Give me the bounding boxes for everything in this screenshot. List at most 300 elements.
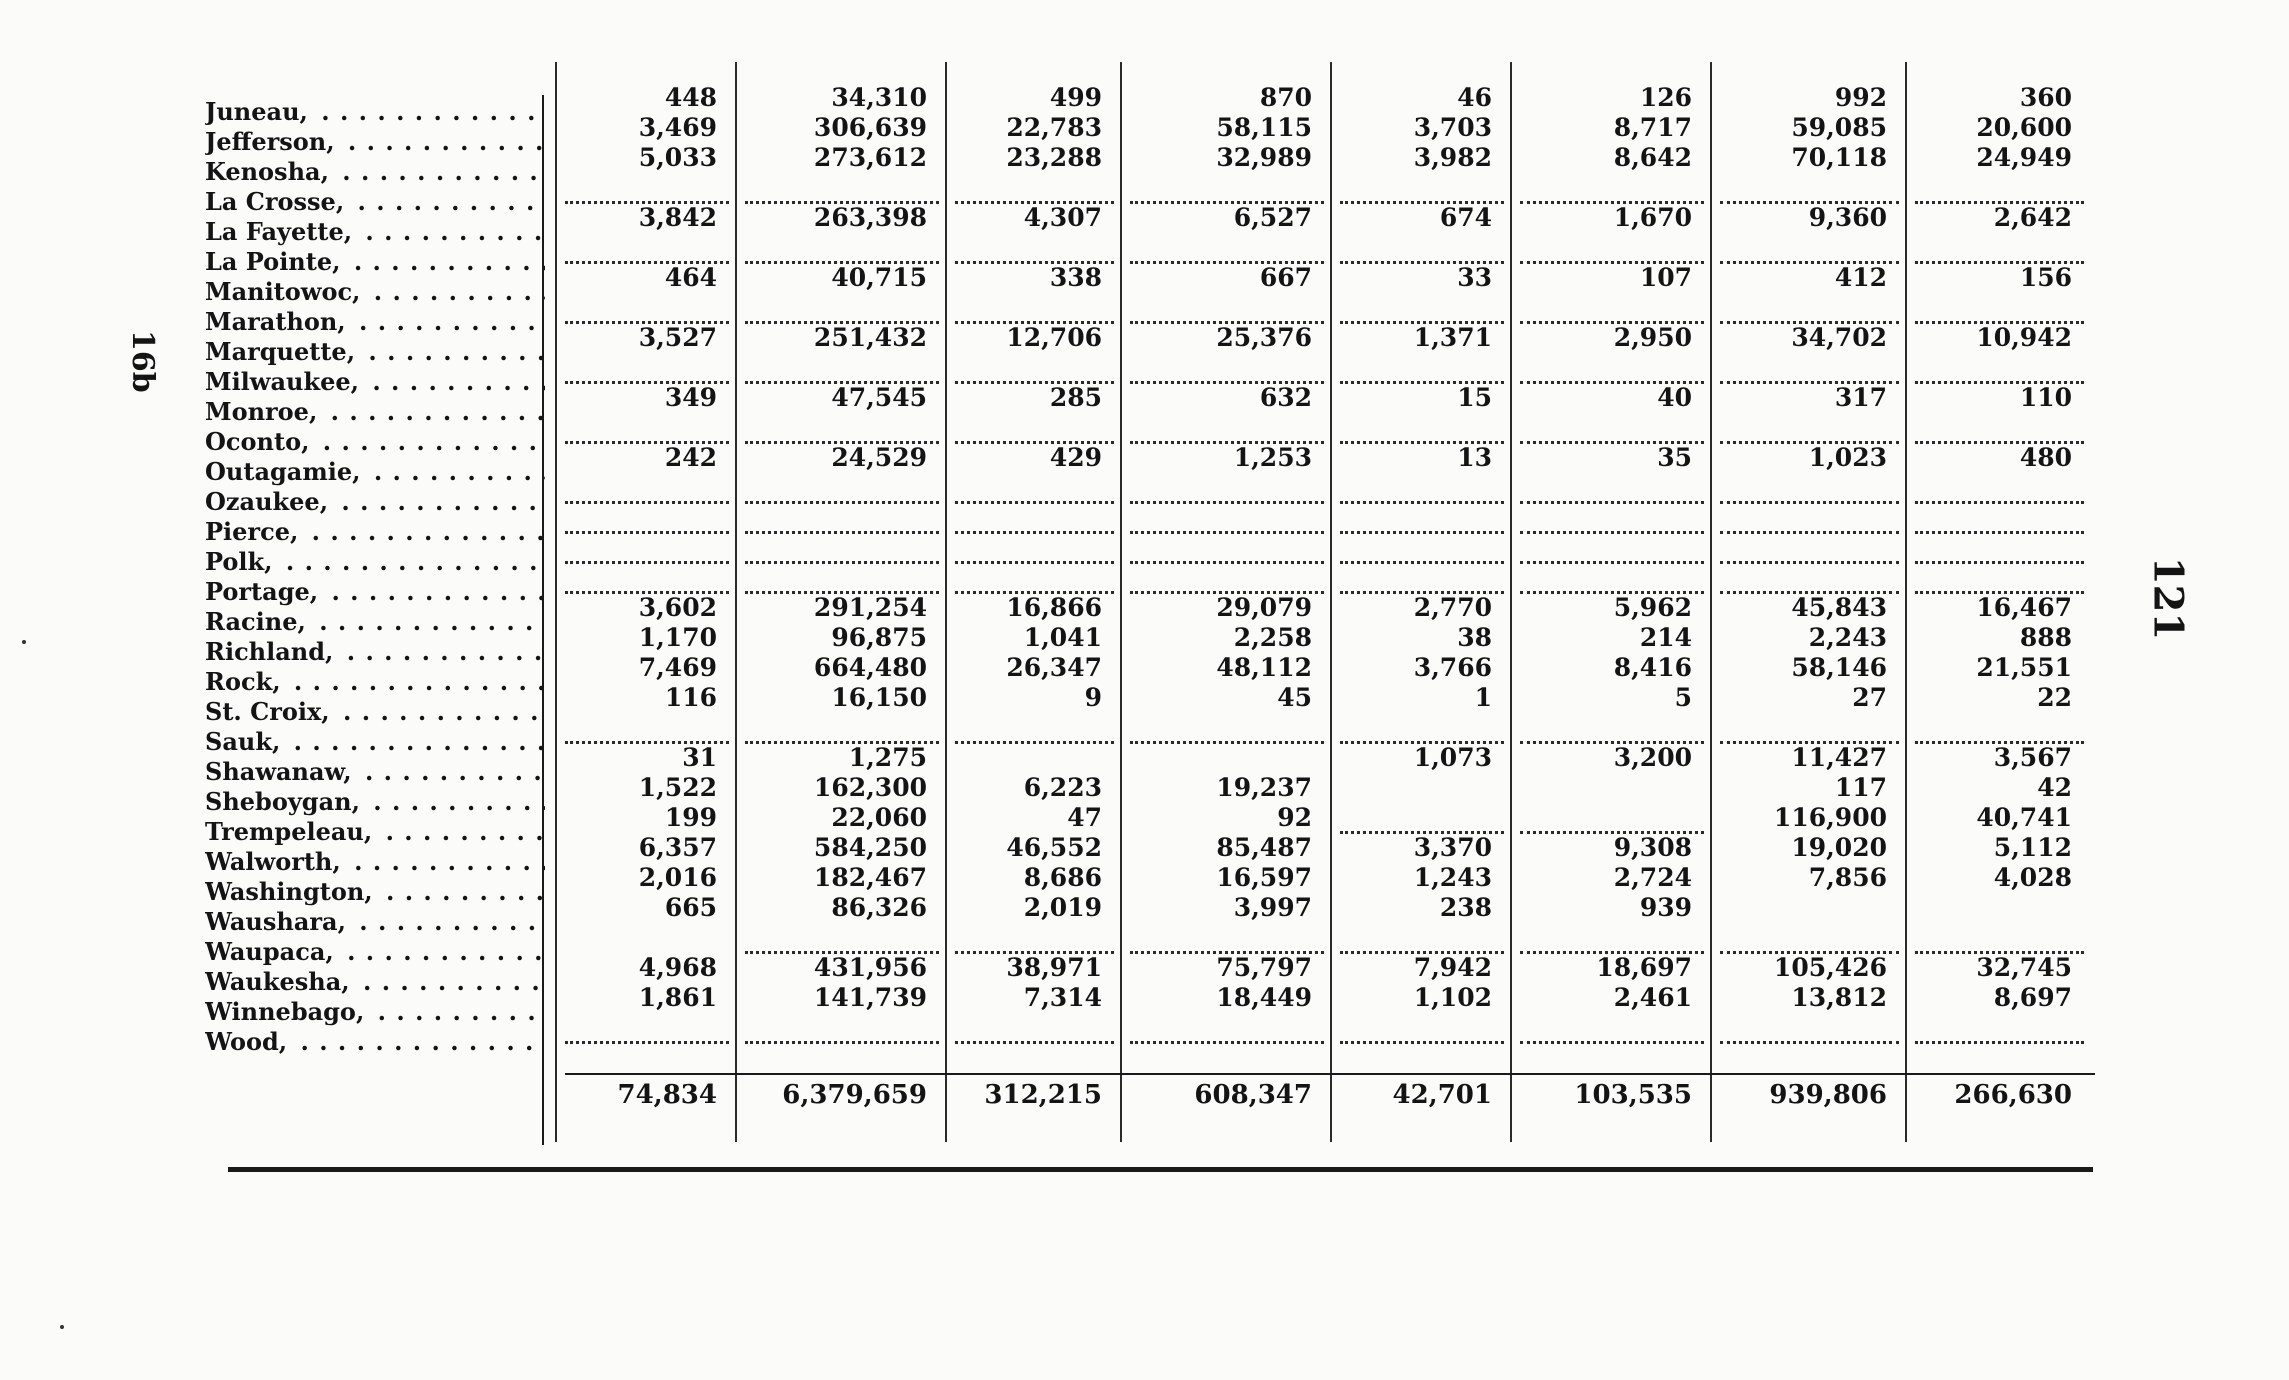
county-label: Milwaukee, [205,367,363,396]
table-cell: 2,950 [1613,323,1692,352]
table-cell: 273,612 [813,143,927,172]
table-cell: 22,060 [831,803,927,832]
dotted-leader [745,951,939,954]
column-total: 266,630 [1954,1080,2072,1110]
table-cell: 162,300 [813,773,927,802]
table-cell: 8,416 [1613,653,1692,682]
dotted-leader [955,201,1114,204]
table-cell: 38,971 [1006,953,1102,982]
table-cell: 3,567 [1993,743,2072,772]
table-cell: 5,033 [638,143,717,172]
table-cell: 3,602 [638,593,717,622]
table-cell: 464 [664,263,717,292]
table-cell: 40 [1657,383,1692,412]
table-cell: 27 [1852,683,1887,712]
table-cell: 4,307 [1023,203,1102,232]
table-cell: 126 [1639,83,1692,112]
county-name [205,757,545,787]
dotted-leader [1720,201,1899,204]
county-label: La Pointe, [205,247,344,276]
dotted-leader [1915,1041,2084,1044]
county-label: Waukesha, [205,967,354,996]
dotted-leader [565,591,729,594]
table-cell: 4,028 [1993,863,2072,892]
dotted-leader [955,1041,1114,1044]
table-cell: 429 [1049,443,1102,472]
county-name [205,547,545,577]
county-name [205,877,545,907]
county-label: Pierce, [205,517,302,546]
county-name [205,697,545,727]
table-cell: 59,085 [1791,113,1887,142]
dotted-leader [1340,561,1504,564]
table-cell: 16,597 [1216,863,1312,892]
data-column [1710,62,1907,1142]
table-cell: 4,968 [638,953,717,982]
table-cell: 448 [664,83,717,112]
table-cell: 1,073 [1413,743,1492,772]
dotted-leader [1340,441,1504,444]
table-cell: 251,432 [813,323,927,352]
dotted-leader [565,441,729,444]
side-label: 16b [125,330,160,393]
county-label: Winnebago, [205,997,368,1026]
county-label: Rock, [205,667,285,696]
dotted-leader [1340,741,1504,744]
stray-mark [60,1325,64,1329]
county-label: Waupaca, [205,937,338,966]
county-label: La Fayette, [205,217,356,246]
county-name [205,337,545,367]
dotted-leader [955,591,1114,594]
table-cell: 32,745 [1976,953,2072,982]
table-cell: 35 [1657,443,1692,472]
table-cell: 1,243 [1413,863,1492,892]
table-cell: 338 [1049,263,1102,292]
table-cell: 70,118 [1791,143,1887,172]
table-cell: 24,529 [831,443,927,472]
name-column-divider [542,95,544,1145]
county-label: Washington, [205,877,377,906]
dotted-leader [565,381,729,384]
table-cell: 291,254 [813,593,927,622]
table-cell: 19,020 [1791,833,1887,862]
table-cell: 32,989 [1216,143,1312,172]
table-cell: 47,545 [831,383,927,412]
table-cell: 40,715 [831,263,927,292]
dotted-leader [1520,321,1704,324]
table-cell: 8,642 [1613,143,1692,172]
table-cell: 33 [1457,263,1492,292]
table-cell: 12,706 [1006,323,1102,352]
table-cell: 238 [1439,893,1492,922]
dotted-leader [1915,261,2084,264]
table-cell: 8,697 [1993,983,2072,1012]
table-cell: 75,797 [1216,953,1312,982]
county-label: Manitowoc, [205,277,364,306]
table-cell: 1,522 [638,773,717,802]
table-cell: 285 [1049,383,1102,412]
table-cell: 20,600 [1976,113,2072,142]
table-cell: 16,866 [1006,593,1102,622]
table-cell: 116,900 [1773,803,1887,832]
data-column [945,62,1122,1142]
county-name [205,97,545,127]
dotted-leader [1915,561,2084,564]
county-label: Marquette, [205,337,359,366]
county-name [205,127,545,157]
table-cell: 3,842 [638,203,717,232]
table-cell: 584,250 [813,833,927,862]
dotted-leader [1915,591,2084,594]
table-cell: 199 [664,803,717,832]
dotted-leader [1720,561,1899,564]
table-cell: 42 [2037,773,2072,802]
county-label: La Crosse, [205,187,348,216]
dotted-leader [1915,531,2084,534]
dotted-leader [565,741,729,744]
table-cell: 1,102 [1413,983,1492,1012]
table-cell: 2,642 [1993,203,2072,232]
table-cell: 2,243 [1808,623,1887,652]
bottom-rule [228,1167,2093,1172]
table-cell: 18,697 [1596,953,1692,982]
table-cell: 870 [1259,83,1312,112]
dotted-leader [1130,501,1324,504]
table-cell: 3,469 [638,113,717,142]
table-cell: 1,670 [1613,203,1692,232]
table-cell: 667 [1259,263,1312,292]
dotted-leader [1720,591,1899,594]
dotted-leader [1520,741,1704,744]
page-number: 121 [2143,556,2191,641]
dotted-leader [955,501,1114,504]
table-cell: 15 [1457,383,1492,412]
county-label: Richland, [205,637,337,666]
dotted-leader [1915,321,2084,324]
table-cell: 13 [1457,443,1492,472]
county-name [205,247,545,277]
table-cell: 1,170 [638,623,717,652]
dotted-leader [1520,441,1704,444]
dotted-leader [745,381,939,384]
table-cell: 8,686 [1023,863,1102,892]
table-cell: 110 [2019,383,2072,412]
column-total: 312,215 [984,1080,1102,1110]
table-cell: 2,770 [1413,593,1492,622]
county-name [205,997,545,1027]
data-column [1330,62,1512,1142]
table-cell: 2,019 [1023,893,1102,922]
dotted-leader [1130,531,1324,534]
dotted-leader [1720,441,1899,444]
table-cell: 3,766 [1413,653,1492,682]
dotted-leader [1340,501,1504,504]
table-cell: 45 [1277,683,1312,712]
dotted-leader [745,531,939,534]
table-cell: 7,469 [638,653,717,682]
county-label: Sauk, [205,727,284,756]
table-cell: 23,288 [1006,143,1102,172]
data-column [735,62,947,1142]
table-cell: 3,982 [1413,143,1492,172]
dotted-leader [955,441,1114,444]
table-cell: 632 [1259,383,1312,412]
dotted-leader [955,951,1114,954]
county-name [205,727,545,757]
county-label: Oconto, [205,427,313,456]
dotted-leader [1340,951,1504,954]
table-cell: 107 [1639,263,1692,292]
dotted-leader [1130,441,1324,444]
table-cell: 19,237 [1216,773,1312,802]
table-cell: 3,370 [1413,833,1492,862]
table-cell: 3,200 [1613,743,1692,772]
table-cell: 263,398 [813,203,927,232]
county-label: Ozaukee, [205,487,332,516]
dotted-leader [1520,201,1704,204]
county-name [205,847,545,877]
dotted-leader [955,261,1114,264]
county-name [205,817,545,847]
dotted-leader [1340,261,1504,264]
table-cell: 13,812 [1791,983,1887,1012]
dotted-leader [1520,831,1704,834]
county-name [205,577,545,607]
dotted-leader [1130,261,1324,264]
dotted-leader [1915,201,2084,204]
dotted-leader [1520,591,1704,594]
table-cell: 9,360 [1808,203,1887,232]
dotted-leader [565,321,729,324]
table-cell: 412 [1834,263,1887,292]
county-name [205,937,545,967]
county-label: Portage, [205,577,322,606]
data-column [1510,62,1712,1142]
table-cell: 9 [1084,683,1102,712]
dotted-leader [1340,321,1504,324]
dotted-leader [1340,1041,1504,1044]
table-cell: 85,487 [1216,833,1312,862]
table-cell: 3,527 [638,323,717,352]
table-cell: 664,480 [813,653,927,682]
table-cell: 34,702 [1791,323,1887,352]
dotted-leader [1520,381,1704,384]
dotted-leader [1720,741,1899,744]
table-cell: 11,427 [1791,743,1887,772]
county-name [205,307,545,337]
dotted-leader [565,1041,729,1044]
dotted-leader [745,321,939,324]
table-cell: 1,041 [1023,623,1102,652]
table-cell: 16,467 [1976,593,2072,622]
dotted-leader [1130,591,1324,594]
county-label: Monroe, [205,397,321,426]
table-cell: 10,942 [1976,323,2072,352]
dotted-leader [1720,951,1899,954]
county-name [205,907,545,937]
table-cell: 7,314 [1023,983,1102,1012]
county-name [205,277,545,307]
dotted-leader [745,201,939,204]
dotted-leader [1720,1041,1899,1044]
table-cell: 1,253 [1233,443,1312,472]
table-cell: 349 [664,383,717,412]
table-cell: 7,942 [1413,953,1492,982]
dotted-leader [1915,501,2084,504]
county-name [205,517,545,547]
table-cell: 18,449 [1216,983,1312,1012]
dotted-leader [745,741,939,744]
county-label: Shawanaw, [205,757,356,786]
column-total: 608,347 [1194,1080,1312,1110]
table-cell: 1 [1474,683,1492,712]
table-cell: 26,347 [1006,653,1102,682]
table-cell: 86,326 [831,893,927,922]
table-cell: 29,079 [1216,593,1312,622]
dotted-leader [745,501,939,504]
column-total: 939,806 [1769,1080,1887,1110]
dotted-leader [1520,531,1704,534]
table-cell: 58,146 [1791,653,1887,682]
table-cell: 96,875 [831,623,927,652]
dotted-leader [1720,381,1899,384]
dotted-leader [1520,561,1704,564]
county-name [205,607,545,637]
county-name [205,187,545,217]
column-total: 42,701 [1392,1080,1492,1110]
dotted-leader [745,441,939,444]
dotted-leader [955,741,1114,744]
dotted-leader [1340,531,1504,534]
dotted-leader [1130,381,1324,384]
county-names-column [205,97,545,1057]
table-cell: 5,962 [1613,593,1692,622]
county-label: Wood, [205,1027,291,1056]
dotted-leader [565,531,729,534]
dotted-leader [1340,591,1504,594]
dotted-leader [1340,381,1504,384]
county-name [205,487,545,517]
dotted-leader [1720,531,1899,534]
table-cell: 6,527 [1233,203,1312,232]
dotted-leader [565,261,729,264]
table-cell: 58,115 [1216,113,1312,142]
table-cell: 674 [1439,203,1492,232]
dotted-leader [955,531,1114,534]
county-label: Waushara, [205,907,350,936]
county-label: Trempeleau, [205,817,376,846]
column-total: 6,379,659 [782,1080,927,1110]
table-cell: 5,112 [1993,833,2072,862]
county-name [205,787,545,817]
dotted-leader [745,1041,939,1044]
county-label: Juneau, [205,97,312,126]
table-cell: 992 [1834,83,1887,112]
table-cell: 182,467 [813,863,927,892]
total-rule [565,1073,2095,1075]
county-name [205,397,545,427]
dotted-leader [745,591,939,594]
county-name [205,637,545,667]
table-cell: 5 [1674,683,1692,712]
table-cell: 6,357 [638,833,717,862]
table-cell: 25,376 [1216,323,1312,352]
table-cell: 31 [682,743,717,772]
table-cell: 480 [2019,443,2072,472]
table-cell: 1,275 [848,743,927,772]
table-cell: 360 [2019,83,2072,112]
county-label: Kenosha, [205,157,333,186]
dotted-leader [1915,381,2084,384]
stray-mark [22,640,26,644]
data-column [555,62,737,1142]
table-cell: 2,724 [1613,863,1692,892]
county-name [205,967,545,997]
county-label: Polk, [205,547,277,576]
table-cell: 9,308 [1613,833,1692,862]
data-column [1905,62,2092,1142]
dotted-leader [1915,741,2084,744]
dotted-leader [565,501,729,504]
dotted-leader [565,201,729,204]
dotted-leader [1915,951,2084,954]
dotted-leader [955,561,1114,564]
table-cell: 6,223 [1023,773,1102,802]
table-cell: 3,703 [1413,113,1492,142]
table-cell: 40,741 [1976,803,2072,832]
dotted-leader [1720,501,1899,504]
county-label: Sheboygan, [205,787,364,816]
table-cell: 22 [2037,683,2072,712]
dotted-leader [745,261,939,264]
table-cell: 24,949 [1976,143,2072,172]
dotted-leader [1520,261,1704,264]
data-column [1120,62,1332,1142]
dotted-leader [1130,201,1324,204]
table-cell: 2,461 [1613,983,1692,1012]
table-cell: 214 [1639,623,1692,652]
table-cell: 3,997 [1233,893,1312,922]
dotted-leader [1130,321,1324,324]
table-cell: 939 [1639,893,1692,922]
dotted-leader [1130,741,1324,744]
table-cell: 156 [2019,263,2072,292]
column-total: 103,535 [1574,1080,1692,1110]
county-name [205,157,545,187]
dotted-leader [1520,501,1704,504]
county-name [205,1027,545,1057]
table-cell: 34,310 [831,83,927,112]
county-label: Racine, [205,607,310,636]
table-cell: 105,426 [1773,953,1887,982]
table-cell: 21,551 [1976,653,2072,682]
county-label: Jefferson, [205,127,339,156]
table-cell: 306,639 [813,113,927,142]
table-cell: 888 [2019,623,2072,652]
dotted-leader [1720,321,1899,324]
dotted-leader [565,561,729,564]
table-cell: 46,552 [1006,833,1102,862]
table-cell: 242 [664,443,717,472]
table-cell: 7,856 [1808,863,1887,892]
dotted-leader [1340,201,1504,204]
county-label: St. Croix, [205,697,334,726]
table-cell: 92 [1277,803,1312,832]
county-name [205,427,545,457]
table-cell: 8,717 [1613,113,1692,142]
table-cell: 2,016 [638,863,717,892]
